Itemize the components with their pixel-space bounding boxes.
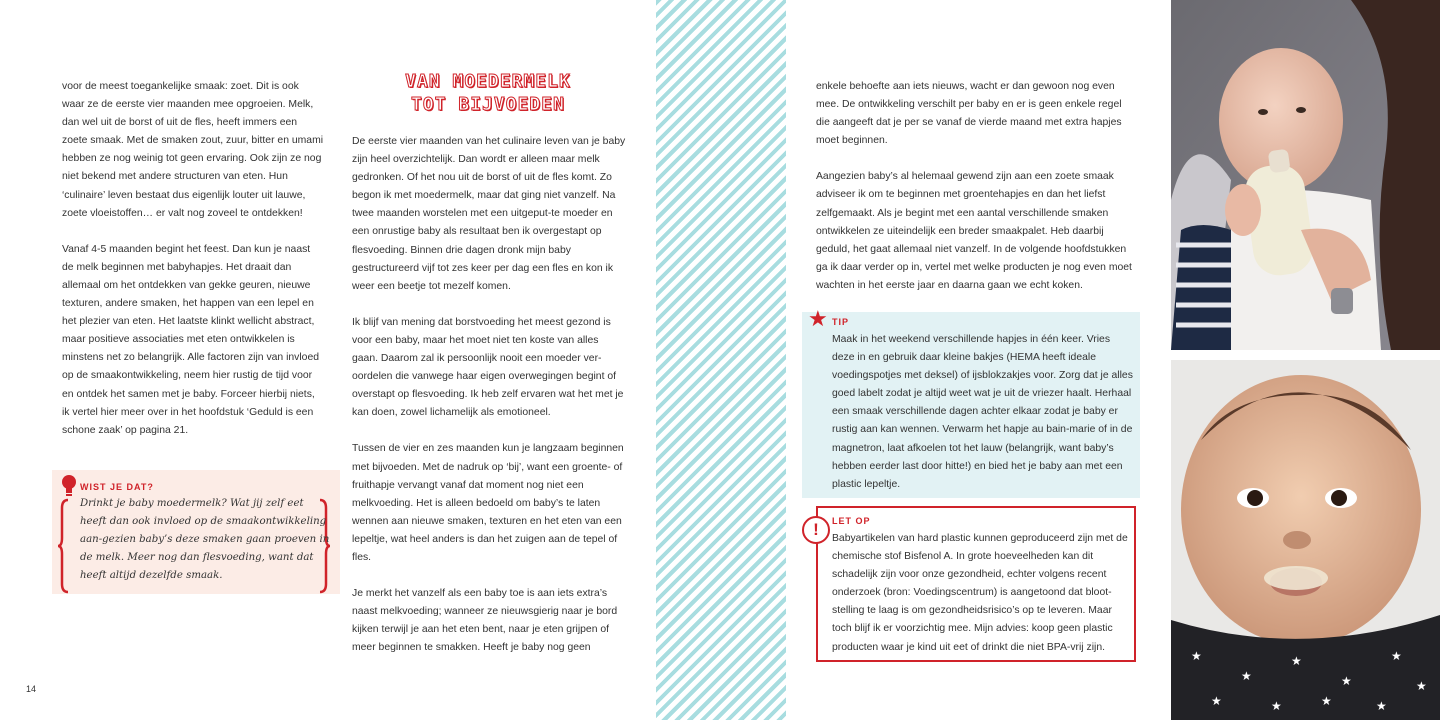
- svg-text:★: ★: [1191, 649, 1202, 663]
- left-page: [0, 0, 656, 720]
- svg-text:★: ★: [1341, 674, 1352, 688]
- svg-text:★: ★: [1241, 669, 1252, 683]
- paragraph: enkele behoefte aan iets nieuws, wacht er dan gewoon nog even mee. De ontwikkeling verschilt per baby en er is geen enkele regel die aangeeft dat je per se vanaf de vierde maand met extra hapjes moet beginnen.: [816, 81, 1122, 147]
- tip-box: [802, 306, 1140, 498]
- brace-left-icon: [58, 498, 70, 594]
- lightbulb-icon: [60, 474, 78, 498]
- did-you-know-box: [52, 470, 340, 594]
- svg-text:★: ★: [1376, 699, 1387, 713]
- svg-text:★: ★: [1291, 654, 1302, 668]
- svg-text:★: ★: [1211, 694, 1222, 708]
- svg-text:★: ★: [1271, 699, 1282, 713]
- photo-baby-face: [1171, 360, 1440, 720]
- svg-text:★: ★: [1321, 694, 1332, 708]
- tip-text: Maak in het weekend verschillende hapjes in één keer. Vries deze in en gebruik daar kleine bakjes (HEMA heeft ideale voedingspotjes met deksel) of ijsblokzakjes voor. Zorg dat je alles goed labelt zodat je altijd weet wat je uit de vriezer haalt. Herhaal een smaak verschillende dagen achter elkaar zodat je baby er rustig aan kan wennen. Verwarm het hapje au bain-marie of in de magnetron, laat afkoelen tot het lauw (belangrijk, want baby’s hebben eerder last door hitte!) en bied het je baby aan met een plastic lepeltje.: [832, 334, 1133, 490]
- warning-text: Babyartikelen van hard plastic kunnen geproduceerd zijn met de chemische stof Bisfenol A. In grote hoeveelheden kan dit schadelijk zijn voor onze gezondheid, echter volgens recent onderzoek (bron: Voedingscentrum) is aangetoond dat bloot-stelling te laag is om gezondheidsrisico’s op te leveren. Maar toch blijf ik er voorzichtig mee. Mijn advies: koop geen plastic producten waar je kind uit eet of drinkt die niet BPA-vrij zijn.: [832, 533, 1128, 653]
- paragraph: voor de meest toegankelijke smaak: zoet. Dit is ook waar ze de eerste vier maanden mee opgroeien. Melk, dan wel uit de borst of uit de fles, heeft immers een zoete smaak. Met de smaken zout, zuur, bitter en umami hebben ze nog weinig tot geen ervaring. Ook zijn ze nog niet bekend met andere structuren van eten. Hun ‘culinaire’ leven bestaat dus eigenlijk louter uit lauwe, zoete vloeistoffen… er valt nog zoveel te ontdekken!: [62, 81, 324, 219]
- exclamation-icon: !: [802, 516, 830, 544]
- svg-text:★: ★: [1391, 649, 1402, 663]
- paragraph: Vanaf 4-5 maanden begint het feest. Dan kun je naast de melk beginnen met babyhapjes. Het draait dan allemaal om het ontdekken van gekke geuren, nieuwe texturen, andere smaken, het happen van een lepel en het plezier van eten. Het laatste klinkt wellicht abstract, maar positieve associaties met eten ontwikkelen is minstens net zo belangrijk. Alle factoren zijn van invloed op de smaakontwikkeling, neem hier rustig de tijd voor en ontdek het samen met je baby. Forceer hierbij niets, ik vertel hier meer over in het hoofdstuk ‘Geduld is een schone zaak’ op pagina 21.: [62, 243, 320, 436]
- did-you-know-text: Drinkt je baby moedermelk? Wat jij zelf eet heeft dan ook invloed op de smaakontwikkeling aan-gezien baby’s deze smaken gaan proeven in de melk. Meer nog dan flesvoeding, want dat heeft altijd dezelfde smaak.: [80, 498, 330, 582]
- paragraph: Tussen de vier en zes maanden kun je langzaam beginnen met bijvoeden. Met de nadruk op ‘bij’, want een groente- of fruithapje vervangt vanaf dat moment nog niet een melkvoeding. Het is alleen bedoeld om baby’s te laten wennen aan nieuwe smaken, texturen en het eten van een lepeltje, wat heel anders is dan het zuigen aan de tepel of fles.: [352, 443, 624, 563]
- page-number: 14: [26, 684, 37, 694]
- photo-baby-bottle: [1171, 0, 1440, 350]
- paragraph: De eerste vier maanden van het culinaire leven van je baby zijn heel overzichtelijk. Dan wordt er alleen maar melk gedronken. Of het nou uit de borst of uit de fles komt. Zo begon ik met moedermelk, maar dat ging niet vanzelf. Na twee maanden worstelen met een uitgeput-te moeder en een onrustige baby als resultaat ben ik overgestapt op flesvoeding. Binnen drie dagen dronk mijn baby gestructureerd vijf tot zes keer per dag een fles en kon ik weer een beetje tot mezelf komen.: [352, 136, 626, 292]
- warning-box: [802, 506, 1140, 664]
- left-column-2: [352, 133, 626, 675]
- striped-decoration: [656, 0, 786, 720]
- left-column-1: [62, 78, 324, 458]
- star-icon: ★: [808, 306, 828, 331]
- paragraph: Ik blijf van mening dat borstvoeding het meest gezond is voor een baby, maar het moet niet ten koste van alles gaan. Daarom zal ik persoonlijk nooit een moeder ver-oordelen die vanwege haar eigen overwegingen begint of overstapt op flesvoeding. Ik heb zelf ervaren wat het met je kan doen, zowel lichamelijk als emotioneel.: [352, 316, 624, 419]
- heading-line-1: VAN MOEDERMELK: [405, 71, 571, 92]
- warning-label: LET OP: [832, 516, 871, 526]
- svg-text:★: ★: [1416, 679, 1427, 693]
- tip-label: TIP: [832, 317, 850, 327]
- heading-line-2: TOT BIJVOEDEN: [411, 94, 565, 115]
- section-heading: [352, 70, 624, 116]
- paragraph: Je merkt het vanzelf als een baby toe is aan iets extra’s naast melkvoeding; wanneer ze nieuwsgierig naar je bord kijken terwijl je aan het eten bent, naar je eten grijpen of meer beginnen te smakken. Heeft je baby nog geen: [352, 588, 618, 654]
- right-column: [816, 78, 1138, 313]
- paragraph: Aangezien baby’s al helemaal gewend zijn aan een zoete smaak adviseer ik om te beginnen met groentehapjes en dan het liefst zelfgemaakt. Als je begint met een aantal verschillende smaken ontwikkelen ze uiteindelijk een breder smaakpalet. Heb daarbij geduld, het gaat allemaal niet vanzelf. In de volgende hoofdstukken ga ik daar verder op in, vertel met welke producten je nog even moet wachten in het eerste jaar en daarna gaan we echt koken.: [816, 171, 1132, 291]
- did-you-know-label: WIST JE DAT?: [80, 482, 154, 492]
